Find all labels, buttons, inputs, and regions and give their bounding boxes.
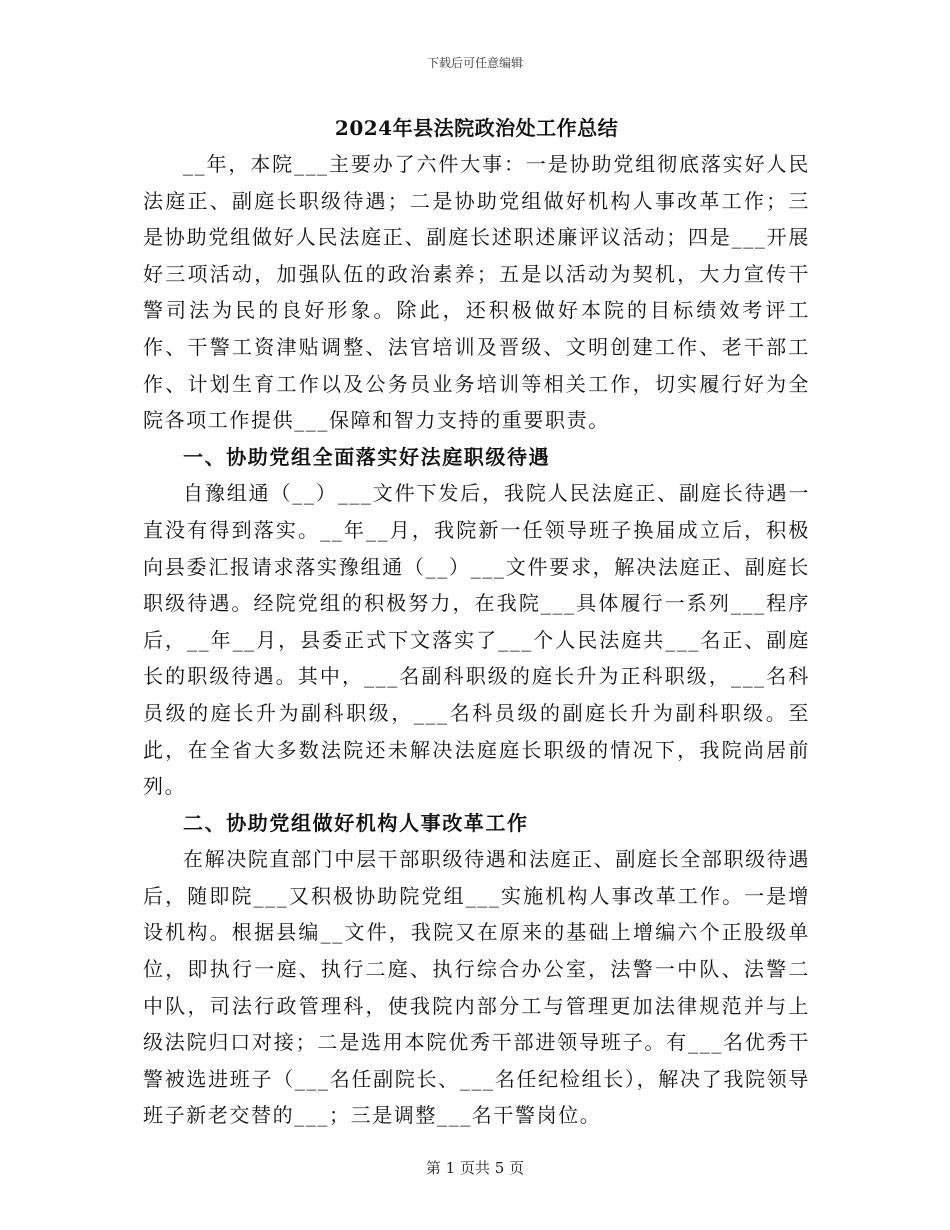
page-header: 下载后可任意编辑 [426, 56, 523, 70]
document-title: 2024年县法院政治处工作总结 [334, 116, 619, 140]
section-1-heading: 一、协助党组全面落实好法庭职级待遇 [183, 444, 551, 469]
page-footer: 第 1 页共 5 页 [425, 1159, 525, 1177]
section-1-paragraph: 自豫组通（__）___文件下发后，我院人民法庭正、副庭长待遇一直没有得到落实。__年__月，我院新一任领导班子换届成立后，积极向县委汇报请求落实豫组通（__）___文件要求，解决法庭正、副庭长职级待遇。经院党组的积极努力，在我院___具体履行一系列___程序后，__年__月，县委正式下文落实了___个人民法庭共___名正、副庭长的职级待遇。其中，___名副科职级的庭长升为正科职级，___名科员级的庭长升为副科职级，___名科员级的副庭长升为副科职级。至此，在全省大多数法院还未解决法庭庭长职级的情况下，我院尚居前列。 [143, 481, 810, 799]
section-2-heading: 二、协助党组做好机构人事改革工作 [183, 810, 529, 835]
section-2-paragraph: 在解决院直部门中层干部职级待遇和法庭正、副庭长全部职级待遇后，随即院___又积极协助院党组___实施机构人事改革工作。一是增设机构。根据县编__文件，我院又在原来的基础上增编六个正股级单位，即执行一庭、执行二庭、执行综合办公室，法警一中队、法警二中队，司法行政管理科，使我院内部分工与管理更加法律规范并与上级法院归口对接；二是选用本院优秀干部进领导班子。有___名优秀干警被选进班子（___名任副院长、___名任纪检组长），解决了我院领导班子新老交替的___；三是调整___名干警岗位。 [143, 847, 810, 1128]
document-body [143, 110, 810, 1134]
intro-paragraph: __年，本院___主要办了六件大事：一是协助党组彻底落实好人民法庭正、副庭长职级待遇；二是协助党组做好机构人事改革工作；三是协助党组做好人民法庭正、副庭长述职述廉评议活动；四是___开展好三项活动，加强队伍的政治素养；五是以活动为契机，大力宣传干警司法为民的良好形象。除此，还积极做好本院的目标绩效考评工作、干警工资津贴调整、法官培训及晋级、文明创建工作、老干部工作、计划生育工作以及公务员业务培训等相关工作，切实履行好为全院各项工作提供___保障和智力支持的重要职责。 [143, 152, 810, 433]
